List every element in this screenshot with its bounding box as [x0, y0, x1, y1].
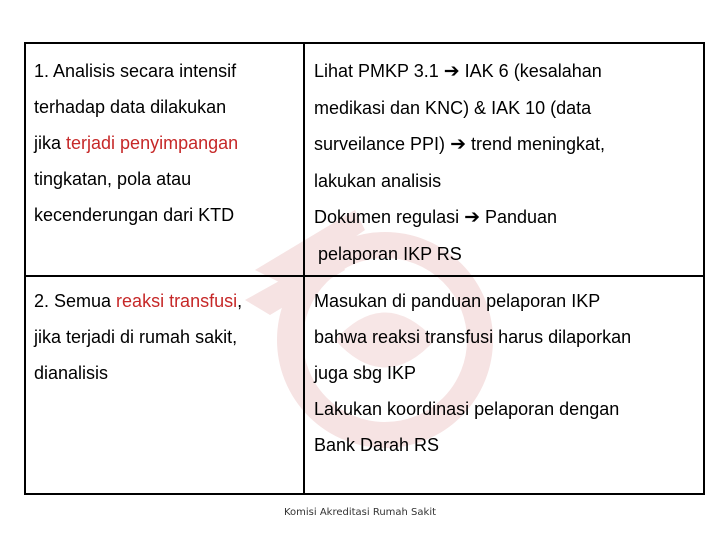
footer-text: Komisi Akreditasi Rumah Sakit	[283, 507, 437, 518]
row2-left-line: jika terjadi di rumah sakit,	[34, 327, 238, 347]
row1-right-line: lakukan analisis	[314, 171, 442, 191]
row2-right-line: Bank Darah RS	[314, 435, 440, 455]
highlight-text: reaksi transfusi	[116, 291, 238, 311]
row1-left-line: 1. Analisis secara intensif	[34, 61, 237, 81]
arrow-right-icon: ➔	[450, 134, 466, 155]
arrow-right-icon: ➔	[443, 61, 460, 82]
arrow-right-icon: ➔	[464, 207, 480, 228]
row1-left-line: terhadap data dilakukan	[34, 97, 227, 117]
row2-left-line	[26, 283, 303, 319]
text: 2. Semua	[34, 291, 117, 311]
table-row	[25, 276, 704, 494]
highlight-text: terjadi penyimpangan	[66, 133, 239, 153]
row1-right-line	[305, 126, 703, 163]
row1-right-line: pelaporan IKP RS	[318, 244, 462, 264]
text: jika	[34, 133, 67, 153]
row1-right-line	[305, 199, 703, 236]
text: IAK 6 (kesalahan	[459, 61, 602, 81]
text: ,	[237, 291, 243, 311]
table-row	[25, 43, 704, 276]
row1-right-line: medikasi dan KNC) & IAK 10 (data	[314, 98, 592, 118]
row2-right-line: juga sbg IKP	[314, 363, 417, 383]
row1-right-cell	[304, 43, 704, 276]
text: Panduan	[480, 207, 558, 227]
text: trend meningkat,	[465, 134, 606, 154]
row1-left-cell	[25, 43, 304, 276]
row2-left-cell	[25, 276, 304, 494]
row2-right-line: Lakukan koordinasi pelaporan dengan	[314, 399, 620, 419]
row2-right-line: bahwa reaksi transfusi harus dilaporkan	[314, 327, 632, 347]
row2-right-line: Masukan di panduan pelaporan IKP	[314, 291, 601, 311]
text: Lihat PMKP 3.1	[314, 61, 444, 81]
row1-left-line: tingkatan, pola atau	[34, 169, 192, 189]
row2-right-cell	[304, 276, 704, 494]
text: surveilance PPI)	[314, 134, 451, 154]
text: Dokumen regulasi	[314, 207, 465, 227]
row1-right-line	[305, 53, 703, 90]
analysis-table	[24, 42, 705, 495]
row2-left-line: dianalisis	[34, 363, 109, 383]
row1-left-line	[26, 125, 303, 161]
row1-left-line: kecenderungan dari KTD	[34, 205, 235, 225]
